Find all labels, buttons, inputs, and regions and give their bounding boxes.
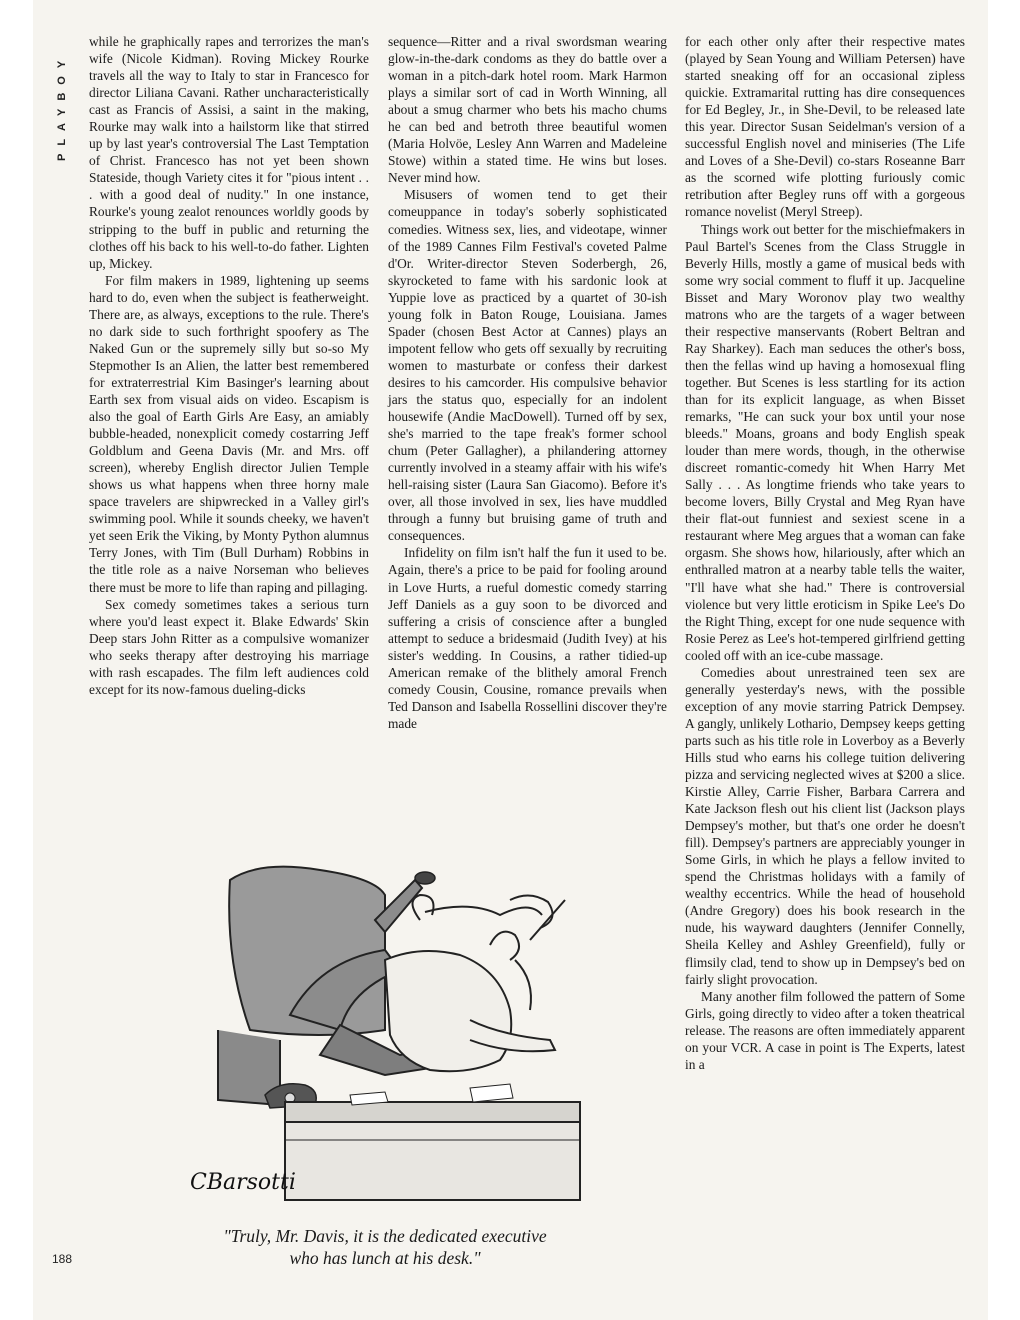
paragraph: Sex comedy sometimes takes a serious turn where you'd least expect it. Blake Edwards' Skin Deep stars John Ritter as a compulsive womanizer who seeks therapy after destroying his marriage with rash escapades. The film left audiences cold except for its now-famous dueling-dicks (89, 596, 369, 697)
paragraph: Misusers of women tend to get their comeuppance in today's soberly sophisticated comedies. Witness sex, lies, and videotape, winner of the 1989 Cannes Film Festival's coveted Palme d'Or. Writer-director Steven Soderbergh, 26, skyrocketed to fame with his sardonic look at Yuppie love as practiced by a quartet of 30-ish young folk in Baton Rouge, Louisiana. James Spader (chosen Best Actor at Cannes) plays an impotent fellow who gets off sexually by recruiting women to masturbate or confess their darkest desires to his camcorder. His compulsive behavior jars the status quo, especially for an indolent housewife (Andie MacDowell). Turned off by sex, she's married to the tape freak's former school chum (Peter Gallagher), a philandering attorney currently involved in a steamy affair with his wife's hell-raising sister (Laura San Giacomo). Before it's over, all those involved in sex, lies have muddled through a funny but bruising game of truth and consequences. (388, 187, 667, 544)
text-column-2 (388, 33, 667, 732)
running-head: PLAYBOY (56, 52, 68, 162)
paragraph: Things work out better for the mischiefmakers in Paul Bartel's Scenes from the Class Struggle in Beverly Hills, mostly a game of musical beds with some wry social comment to fluff it up. Jacqueline Bisset and Mary Woronov play two wealthy matrons who are the targets of a wager between their respective manservants (Robert Beltran and Ray Sharkey). Each man seduces the other's boss, then the fellas wind up having a homosexual fling together. But Scenes is less startling for its action than for its explicit language, as when Bisset remarks, "He can suck your box until your nose bleeds." Moans, groans and body English speak louder than mere words, though, in the otherwise discreet romantic-comedy hit When Harry Met Sally . . . As longtime friends who take years to become lovers, Billy Crystal and Meg Ryan have their flat-out funniest and sexiest scene in a restaurant where Meg argues that a woman can fake orgasm. She shows how, hilariously, after which an enthralled matron at a nearby table tells the waiter, "I'll have what she had." There is controversial violence but very little eroticism in Spike Lee's Do the Right Thing, except for one nude sequence with Rosie Perez as Lee's hot-tempered girlfriend getting cooled off with an ice-cube massage. (685, 221, 965, 663)
paragraph: For film makers in 1989, lightening up seems hard to do, even when the subject is featherweight. There are, as always, exceptions to the rule. There's no dark side to such forthright spoofery as The Naked Gun or the supremely silly but so-so My Stepmother Is an Alien, the latter best remembered for extraterrestrial Kim Basinger's learning about Earth sex from visual aids on video. Escapism is also the goal of Earth Girls Are Easy, an amiably bubble-headed, nonexplicit comedy costarring Jeff Goldblum and Geena Davis (Mr. and Mrs. off screen), whereby English director Julien Temple shows us what happens when three horny male space travelers are shipwrecked in a Valley girl's swimming pool. While it sounds cheeky, we haven't yet seen Erik the Viking, by Monty Python alumnus Terry Jones, with Tim (Bull Durham) Robbins in the title role as a naive Norseman who believes there must be more to life than raping and pillaging. (89, 272, 369, 595)
artist-signature: CBarsotti (190, 1170, 296, 1195)
paragraph: Many another film followed the pattern of Some Girls, going directly to video after a token theatrical release. The reasons are often immediately apparent on your VCR. A case in point is The Experts, latest in a (685, 988, 965, 1072)
cartoon-illustration (170, 840, 590, 1210)
caption-line: "Truly, Mr. Davis, it is the dedicated executive (223, 1226, 547, 1246)
cartoon-caption (130, 1225, 640, 1269)
paragraph: sequence—Ritter and a rival swordsman wearing glow-in-the-dark condoms as they do battle over a woman in a pitch-dark hotel room. Mark Harmon plays a similar sort of cad in Worth Winning, all about a smug charmer who bets his macho chums he can bed and betroth three beautiful women (Maria Holvöe, Lesley Ann Warren and Madeleine Stowe) within a stated time. He wins but loses. Never mind how. (388, 34, 667, 186)
paragraph: while he graphically rapes and terrorizes the man's wife (Nicole Kidman). Roving Mickey Rourke travels all the way to Italy to star in Francesco for director Liliana Cavani. Rather uncharacteristically cast as Francis of Assisi, a saint in the making, Rourke may walk into a hailstorm like that stirred up by last year's controversial The Last Temptation of Christ. Francesco has not yet been shown Stateside, though Variety cites it for "pious intent . . . with a good deal of nudity." In one instance, Rourke's young zealot renounces worldly goods by stripping to the buff in public and returning the clothes off his back to his well-to-do father. Lighten up, Mickey. (89, 34, 369, 271)
paragraph: Infidelity on film isn't half the fun it used to be. Again, there's a price to be paid for fooling around in Love Hurts, a rueful domestic comedy starring Jeff Daniels as a guy soon to be divorced and suffering a crisis of conscience after a bungled attempt to seduce a bridesmaid (Judith Ivey) at his sister's wedding. In Cousins, a rather tidied-up American remake of the blithely amoral French comedy Cousin, Cousine, romance prevails when Ted Danson and Isabella Rossellini discover they're made (388, 545, 667, 731)
paragraph: for each other only after their respective mates (played by Sean Young and William Petersen) have started sneaking off for an occasional zipless quickie. Extramarital rutting has dire consequences for Ed Begley, Jr., in She-Devil, to be released late this year. Director Susan Seidelman's version of a successful English novel and miniseries (The Life and Loves of a She-Devil) co-stars Roseanne Barr as the scorned wife plotting furiously comic retribution after Begley runs off with a gorgeous romance novelist (Meryl Streep). (685, 34, 965, 220)
page-number: 188 (52, 1252, 73, 1266)
caption-line: who has lunch at his desk." (289, 1248, 481, 1268)
text-column-3 (685, 33, 965, 1073)
paragraph: Comedies about unrestrained teen sex are generally yesterday's news, with the possible exception of any movie starring Patrick Dempsey. A gangly, unlikely Lothario, Dempsey keeps getting parts such as his title role in Loverboy as a Beverly Hills stud who earns his college tuition delivering pizza and servicing neglected wives at $200 a slice. Kirstie Alley, Carrie Fisher, Barbara Carrera and Kate Jackson flesh out his client list (Jackson plays Dempsey's mother, but that's one order he doesn't fill). Dempsey's partners are appreciably younger in Some Girls, in which he plays a fellow invited to spend the Christmas holidays with a family of wealthy eccentrics. While the head of household (Andre Gregory) does his book research in the nude, his wayward daughters (Jennifer Connelly, Sheila Kelley and Ashley Greenfield), fully or flimsily clad, tend to show up in Dempsey's bed on fairly slight provocation. (685, 664, 965, 987)
text-column-1 (89, 33, 369, 698)
